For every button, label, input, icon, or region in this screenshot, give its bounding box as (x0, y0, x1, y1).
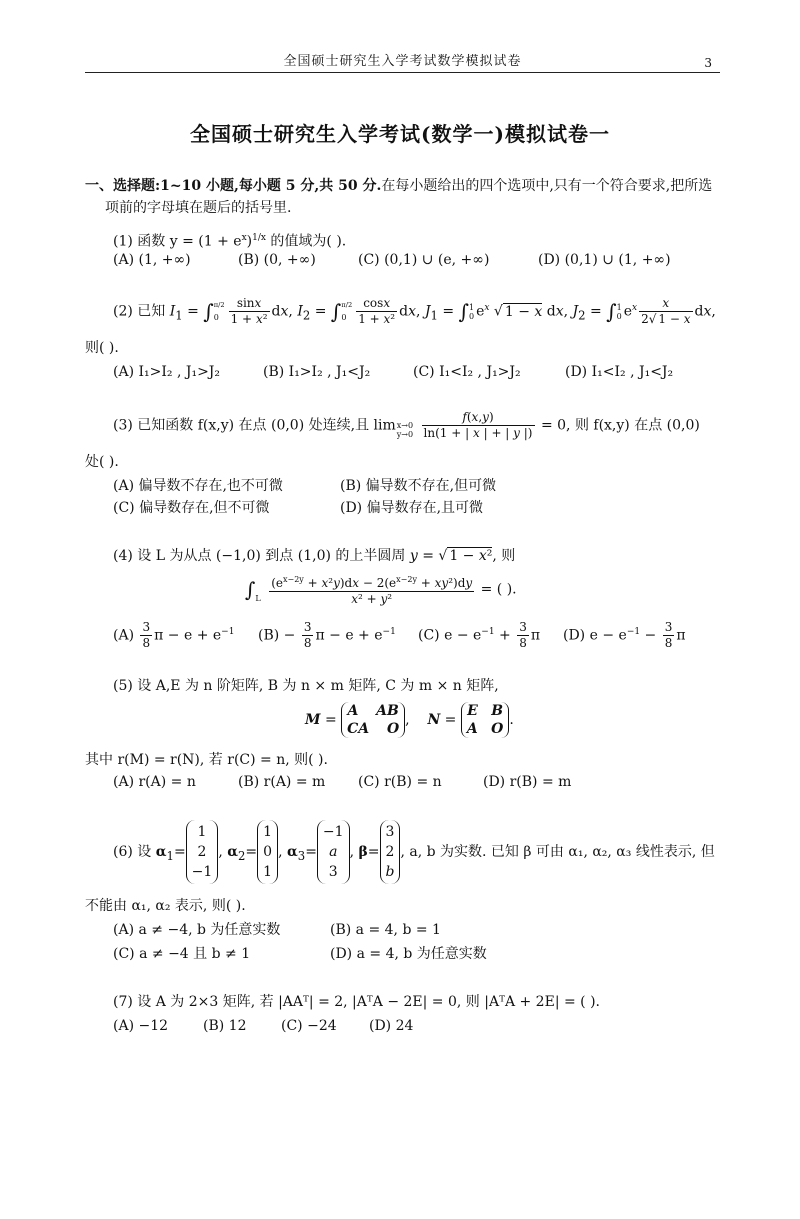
q1-tail: 的值域为( ). (265, 233, 347, 250)
q1-power: 1/x (252, 233, 266, 243)
q5-option-d: (D) r(B) = m (483, 774, 572, 790)
q7-option-a: (A) −12 (113, 1018, 169, 1034)
q4-tail: , 则 (492, 548, 516, 564)
q2-option-c: (C) I₁<I₂ , J₁>J₂ (413, 364, 521, 380)
q3-option-a: (A) 偏导数不存在,也不可微 (113, 478, 283, 494)
q7-stem: (7) 设 A 为 2×3 矩阵, 若 |AAᵀ| = 2, |AᵀA − 2E| = 0, 则 |AᵀA + 2E| = ( ). (113, 994, 600, 1010)
question-3-stem: (3) 已知函数 f(x,y) 在点 (0,0) 处连续,且 lim x→0 y→0 $\frac{f(x,y)}{\ln(1 + | x | + | y |)}$ = 0, 则 f(x,y) 在点 (0,0) (113, 410, 700, 440)
section-instruction-2: 项前的字母填在题后的括号里. (105, 200, 292, 216)
q4-integral: ∫ L $\frac{(e^{x-2y} + x^2y)dx - 2(e^{x-2y} + xy^2)dy}{\text{x² + y²}}$ = ( ). (245, 572, 517, 607)
q6-tail: , a, b 为实数. 已知 β 可由 α₁, α₂, α₃ 线性表示, 但 (400, 844, 715, 860)
q6-cont: 不能由 α₁, α₂ 表示, 则( ). (85, 898, 246, 914)
q5-option-a: (A) r(A) = n (113, 774, 196, 790)
page-number: 3 (704, 56, 712, 70)
q5-option-b: (B) r(A) = m (238, 774, 326, 790)
q1-option-c: (C) (0,1) ∪ (e, +∞) (358, 252, 490, 268)
q5-matrices: M = A AB CA O, N = E B A O. (305, 703, 514, 737)
q6-stem: (6) 设 (113, 844, 152, 860)
q7-option-d: (D) 24 (369, 1018, 414, 1034)
question-5-options (113, 772, 713, 792)
question-7-options (113, 1016, 513, 1036)
q7-option-b: (B) 12 (203, 1018, 247, 1034)
section-instruction-1: 在每小题给出的四个选项中,只有一个符合要求,把所选 (381, 178, 713, 194)
question-2-stem: (2) 已知 $I_1 = \int^{\pi/2}$ 0 $\frac{\sin x}{\text{1 + x²}}$ dx, $I_2 = \int^{\pi/2}$ 0 $\frac{\cos x}{\text{1 + x²}}$ dx, $J_1 = \int 1$ 0 $e^x$ √ 1 − x dx, $J_2 = \int 1$ 0 $e^x$ $\frac{x}{2√ 1 - x}$ dx, (113, 296, 716, 326)
question-2-options (113, 362, 713, 382)
q6-option-a: (A) a ≠ −4, b 为任意实数 (113, 922, 281, 938)
q5-option-c: (C) r(B) = n (358, 774, 442, 790)
q1-option-b: (B) (0, +∞) (238, 252, 316, 268)
section-heading: 一、选择题:1~10 小题,每小题 5 分,共 50 分. (85, 178, 382, 194)
question-4-options: (A) $\frac{3}{8}$ $\pi - e + e^{-1}$ (B) − $\frac{3}{8}$ $\pi - e + e^{-1}$ (C) $e - e^{-1}$ + $\frac{3}{8}$ π (D) $e - e^{-1}$ − $\frac{3}{8}$ π (113, 620, 686, 650)
question-6-stem: (6) 设 $\alpha_1=1$ 2 −1, $\alpha_2=1$ 0 1, $\alpha_3=-1$ a 3, β=3 2 b, a, b 为实数. 已知 β 可由 α₁, α₂, α₃ 线性表示, 但 (113, 820, 715, 884)
q5-stem: (5) 设 A,E 为 n 阶矩阵, B 为 n × m 矩阵, C 为 m × n 矩阵, (113, 678, 499, 694)
q6-option-d: (D) a = 4, b 为任意实数 (330, 946, 487, 962)
section-heading-line (85, 176, 712, 196)
q2-then: 则( ). (85, 340, 119, 356)
q5-cond: 其中 r(M) = r(N), 若 r(C) = n, 则( ). (85, 752, 328, 768)
q6-option-c: (C) a ≠ −4 且 b ≠ 1 (113, 946, 251, 962)
q1-exponent: x (241, 233, 247, 243)
q3-option-b: (B) 偏导数不存在,但可微 (340, 478, 497, 494)
q2-option-a: (A) I₁>I₂ , J₁>J₂ (113, 364, 221, 380)
q3-option-d: (D) 偏导数存在,且可微 (340, 500, 484, 516)
q4-stem: (4) 设 L 为从点 (−1,0) 到点 (1,0) 的上半圆周 (113, 548, 406, 564)
q3-cont: 处( ). (85, 454, 119, 470)
q1-stem: (1) 函数 y = (1 + e (113, 233, 242, 250)
question-1-options (113, 250, 713, 270)
question-4-stem: (4) 设 L 为从点 (−1,0) 到点 (1,0) 的上半圆周 y = √ 1 − x², 则 (113, 548, 516, 564)
question-1-stem: (1) 函数 $y = (1 + e^x)^{1/x}$ 的值域为( ). (113, 233, 347, 250)
page-title: 全国硕士研究生入学考试(数学一)模拟试卷一 (190, 122, 610, 146)
q7-option-c: (C) −24 (281, 1018, 337, 1034)
q3-mid: = 0, 则 f(x,y) 在点 (0,0) (540, 417, 700, 434)
running-header (85, 42, 720, 73)
q4-blank: = ( ). (480, 581, 517, 598)
q2-option-d: (D) I₁<I₂ , J₁<J₂ (565, 364, 674, 380)
q2-stem: (2) 已知 (113, 303, 166, 320)
q6-option-b: (B) a = 4, b = 1 (330, 922, 441, 938)
q1-option-a: (A) (1, +∞) (113, 252, 191, 268)
running-title: 全国硕士研究生入学考试数学模拟试卷 (283, 54, 522, 69)
q2-option-b: (B) I₁>I₂ , J₁<J₂ (263, 364, 371, 380)
q3-stem: (3) 已知函数 f(x,y) 在点 (0,0) 处连续,且 (113, 417, 370, 434)
q1-option-d: (D) (0,1) ∪ (1, +∞) (538, 252, 671, 268)
q3-option-c: (C) 偏导数存在,但不可微 (113, 500, 270, 516)
